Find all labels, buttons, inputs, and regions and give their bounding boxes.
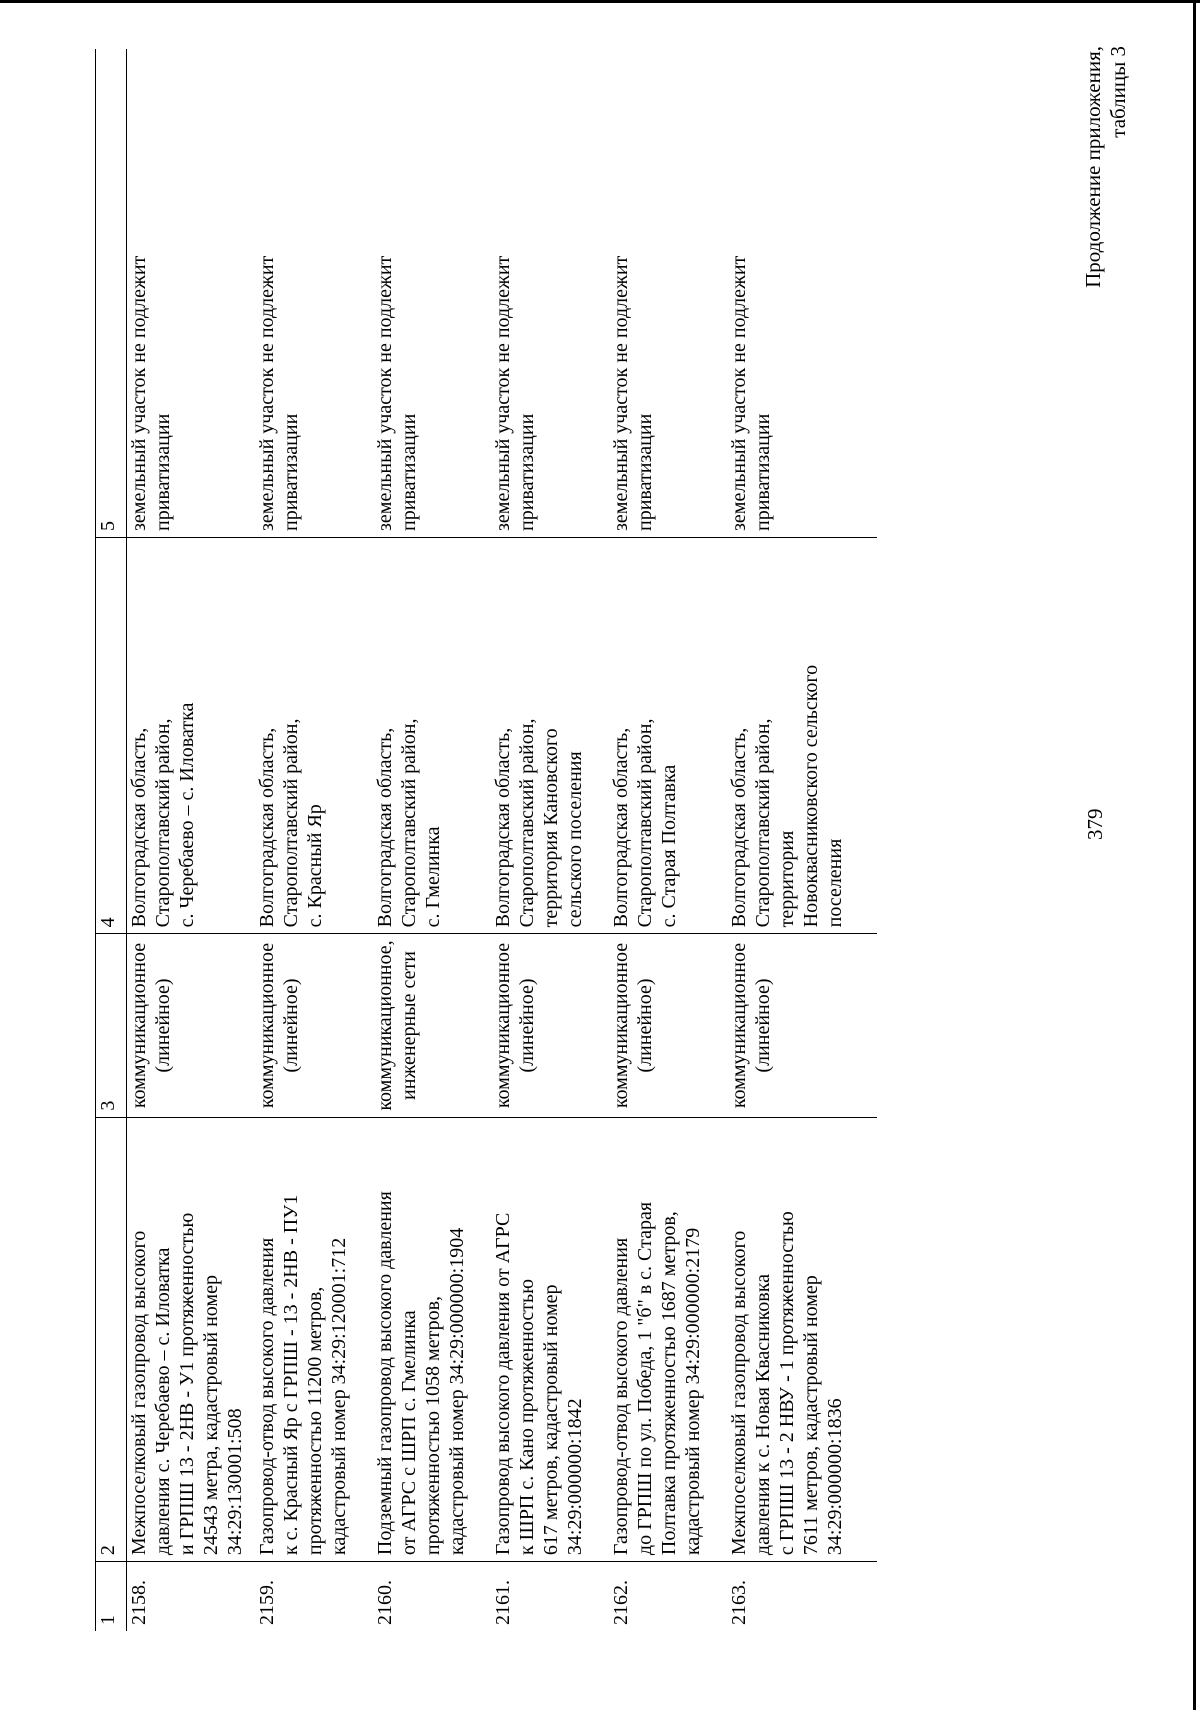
table-row <box>127 49 255 1631</box>
object-note <box>491 49 609 537</box>
table-row <box>491 49 609 1631</box>
column-header: 4 <box>96 537 127 933</box>
continuation-note: Продолжение приложения, таблицы 3 <box>1081 46 1130 288</box>
object-name-text: Подземный газопровод высокого давления от АГРС с ШРП с. Гмелинка протяженностью 1058 метров, кадастровый номер 34:29:000000:1904 <box>373 1191 468 1556</box>
object-type <box>491 934 609 1117</box>
row-number <box>255 1562 373 1631</box>
object-type <box>255 934 373 1117</box>
row-number-text: 2158. <box>128 1580 150 1625</box>
row-number <box>609 1562 727 1631</box>
objects-table <box>95 49 877 1631</box>
object-location-text: Волгоградская область, Старополтавский район, с. Черебаево – с. Иловатка <box>128 702 198 928</box>
object-location-text: Волгоградская область, Старополтавский район, с. Красный Яр <box>255 718 326 928</box>
column-header: 3 <box>96 934 127 1117</box>
object-type <box>727 934 877 1117</box>
object-location-text: Волгоградская область, Старополтавский район, территория Новоквасниковского сельского поселения <box>727 664 846 928</box>
row-number-text: 2159. <box>255 1580 278 1625</box>
object-type-text: коммуникационное (линейное) <box>609 942 656 1109</box>
object-name-text: Газопровод-отвод высокого давления к с. Красный Яр с ГРПШ - 13 - 2НВ - ПУ1 протяженностью 11200 метров, кадастровый номер 34:29:120001:712 <box>255 1194 350 1556</box>
row-number <box>727 1562 877 1631</box>
row-number <box>491 1562 609 1631</box>
object-location-text: Волгоградская область, Старополтавский район, с. Старая Полтавка <box>609 718 680 928</box>
object-note-text: земельный участок не подлежит приватизации <box>727 255 774 531</box>
object-name-text: Газопровод высокого давления от АГРС к ШРП с. Кано протяженностью 617 метров, кадастровый номер 34:29:000000:1842 <box>491 1212 586 1556</box>
object-location <box>373 537 491 933</box>
object-type-text: коммуникационное (линейное) <box>255 942 302 1109</box>
object-note-text: земельный участок не подлежит приватизации <box>609 255 656 531</box>
row-number-text: 2163. <box>727 1580 750 1625</box>
object-name <box>491 1117 609 1561</box>
object-note <box>727 49 877 537</box>
object-type <box>127 934 255 1117</box>
object-location-text: Волгоградская область, Старополтавский район, территория Кановского сельского поселения <box>491 718 586 928</box>
column-header: 2 <box>96 1117 127 1561</box>
object-type-text: коммуникационное (линейное) <box>491 942 538 1109</box>
object-location-text: Волгоградская область, Старополтавский район, с. Гмелинка <box>373 718 444 928</box>
row-number <box>127 1562 255 1631</box>
page-number: 379 <box>1083 808 1107 840</box>
object-name-text: Межпоселковый газопровод высокого давления с. Черебаево – с. Иловатка и ГРПШ 13 - 2НВ - У1 протяженностью 24543 метра, кадастровый номер 34:29:130001:508 <box>128 1212 246 1556</box>
object-name <box>609 1117 727 1561</box>
object-type-text: коммуникационное (линейное) <box>727 942 774 1109</box>
object-note <box>255 49 373 537</box>
table-row <box>609 49 727 1631</box>
object-type <box>373 934 491 1117</box>
object-location <box>127 537 255 933</box>
object-note <box>373 49 491 537</box>
object-name <box>255 1117 373 1561</box>
object-type-text: коммуникационное (линейное) <box>128 942 174 1109</box>
object-note-text: земельный участок не подлежит приватизации <box>491 255 538 531</box>
object-name-text: Межпоселковый газопровод высокого давления к с. Новая Квасниковка с ГРПШ 13 - 2 НВУ - 1 протяженностью 7611 метров, кадастровый номер 34:29:000000:1836 <box>727 1211 846 1556</box>
column-header: 1 <box>96 1562 127 1631</box>
object-location <box>255 537 373 933</box>
object-location <box>491 537 609 933</box>
object-note-text: земельный участок не подлежит приватизации <box>373 255 420 531</box>
row-number-text: 2161. <box>491 1580 514 1625</box>
object-name <box>373 1117 491 1561</box>
object-note-text: земельный участок не подлежит приватизации <box>128 255 174 531</box>
object-type-text: коммуникационное, инженерные сети <box>373 940 420 1111</box>
object-location <box>609 537 727 933</box>
row-number-text: 2162. <box>609 1580 632 1625</box>
object-note-text: земельный участок не подлежит приватизации <box>255 255 302 531</box>
object-note <box>127 49 255 537</box>
object-name <box>727 1117 877 1561</box>
object-type <box>609 934 727 1117</box>
object-note <box>609 49 727 537</box>
table-row <box>255 49 373 1631</box>
object-location <box>727 537 877 933</box>
object-name <box>127 1117 255 1561</box>
table-row <box>727 49 877 1631</box>
row-number <box>373 1562 491 1631</box>
table-row <box>373 49 491 1631</box>
table-header-row <box>96 49 127 1631</box>
row-number-text: 2160. <box>373 1580 396 1625</box>
object-name-text: Газопровод-отвод высокого давления до ГРПШ по ул. Победа, 1 "б" в с. Старая Полтавка протяженностью 1687 метров, кадастровый номер 34:29:000000:2179 <box>609 1201 704 1556</box>
column-header: 5 <box>96 49 127 537</box>
